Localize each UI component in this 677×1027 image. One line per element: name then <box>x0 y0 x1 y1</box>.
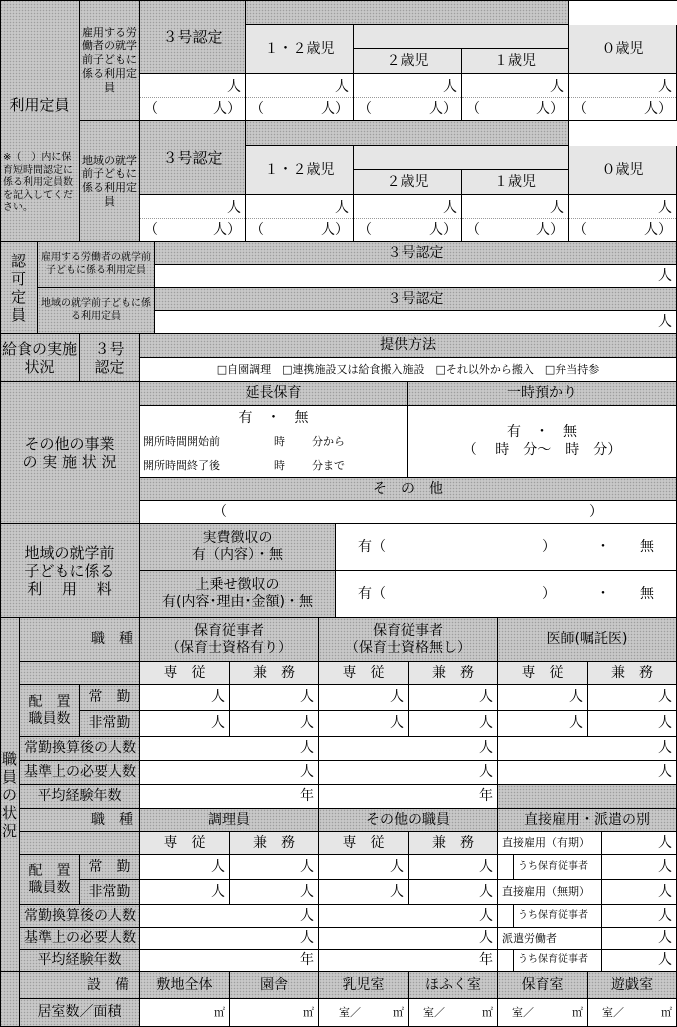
staff2-blank <box>20 832 140 855</box>
capacity-note: ※（ ）内に保育短時間認定に係る利用定員数を記入してください。 <box>3 152 73 213</box>
staff1-b-full-header: 専 従 <box>319 662 409 685</box>
other-input[interactable]: （ ） <box>140 501 677 524</box>
extra-fee-label: 上乗せ徴収の 有(内容･理由･金額)・無 <box>140 571 336 618</box>
regional-12-header: １・２歳児 <box>246 146 354 195</box>
employee-12-input[interactable]: 人 （ 人） <box>246 74 354 121</box>
staff1-reg-b-full[interactable]: 人 <box>319 685 409 711</box>
facility-col-infant: 乳児室 <box>319 972 409 999</box>
staff1-b-part-header: 兼 務 <box>409 662 498 685</box>
staff1-jobtype: 職 種 <box>20 618 140 662</box>
direct-fixed-label: 直接雇用（有期） <box>498 832 602 855</box>
facility-col-play: 遊戯室 <box>588 972 677 999</box>
facility-col-crawl: ほふく室 <box>409 972 498 999</box>
open-end-label: 開所時間終了後 <box>143 459 220 472</box>
staff2-avg-exp-b[interactable]: 年 <box>319 950 498 972</box>
temp-care-header: 一時預かり <box>408 382 677 406</box>
actual-fee-label: 実費徴収の 有（内容）・無 <box>140 524 336 571</box>
employee-3go-input[interactable]: 人 （ 人） <box>140 74 246 121</box>
indent-3 <box>498 950 514 972</box>
staff2-reg-b-part[interactable]: 人 <box>409 855 498 880</box>
staff1-reg-c-part[interactable]: 人 <box>588 685 677 711</box>
employee-1-input[interactable]: 人 （ 人） <box>462 74 569 121</box>
staff2-avg-exp-a[interactable]: 年 <box>140 950 319 972</box>
staff-title: 職 員 の 状 況 <box>0 618 20 972</box>
regional-1-header: １歳児 <box>462 170 569 195</box>
staff1-col-b: 保育従事者 （保育士資格無し） <box>319 618 498 662</box>
staff1-regular: 常 勤 <box>80 685 140 711</box>
of-which-open-label: うち保育従事者 <box>514 905 602 928</box>
staff1-placement: 配 置 職員数 <box>20 685 80 737</box>
staff2-avg-exp: 平均経験年数 <box>20 950 140 972</box>
staff1-nonregular: 非常勤 <box>80 711 140 737</box>
facility-col-site: 敷地全体 <box>140 972 230 999</box>
approved-employee-input[interactable]: 人 <box>155 265 677 288</box>
staff1-required-c[interactable]: 人 <box>498 761 677 785</box>
indent-1 <box>498 855 514 880</box>
staff1-converted-b[interactable]: 人 <box>319 737 498 761</box>
employee-2-header: ２歳児 <box>354 49 462 74</box>
staff1-a-full-header: 専 従 <box>140 662 230 685</box>
temp-care-body[interactable] <box>408 406 677 478</box>
staff1-col-c: 医師(嘱託医) <box>498 618 677 662</box>
staff1-blank <box>20 662 140 685</box>
facility-col-nursery: 保育室 <box>498 972 588 999</box>
indent-2 <box>498 905 514 928</box>
extended-care-header: 延長保育 <box>140 382 408 406</box>
staff1-non-a-full[interactable]: 人 <box>140 711 230 737</box>
regional-12-input[interactable]: 人 （ 人） <box>246 195 354 242</box>
approved-regional-3go-header: ３号認定 <box>155 288 677 311</box>
staff2-reg-b-full[interactable]: 人 <box>319 855 409 880</box>
staff1-avg-exp-a[interactable]: 年 <box>140 785 319 809</box>
staff2-required-a[interactable]: 人 <box>140 928 319 950</box>
staff1-c-full-header: 専 従 <box>498 662 588 685</box>
staff2-converted: 常勤換算後の人数 <box>20 905 140 928</box>
extended-yesno[interactable]: 有 ・ 無 <box>238 410 309 426</box>
extra-fee-input[interactable]: 有（ ） ・ 無 <box>336 571 677 618</box>
facility-side-shade <box>0 972 20 1027</box>
staff2-converted-a[interactable]: 人 <box>140 905 319 928</box>
regional-3go-input[interactable]: 人 （ 人） <box>140 195 246 242</box>
facility-site-area[interactable]: ㎡ <box>140 999 230 1027</box>
facility-rooms-label: 居室数／面積 <box>20 999 140 1027</box>
approved-employee-3go-header: ３号認定 <box>155 242 677 265</box>
meal-method-options[interactable]: □自園調理 □連携施設又は給食搬入施設 □それ以外から搬入 □弁当持参 <box>140 358 677 382</box>
staff1-avg-exp-b[interactable]: 年 <box>319 785 498 809</box>
direct-open-input[interactable]: 人 <box>602 880 677 905</box>
approved-regional-label: 地域の就学前子どもに係る利用定員 <box>38 288 155 334</box>
staff2-a-full-header: 専 従 <box>140 832 230 855</box>
employee-0-header: ０歳児 <box>569 25 677 74</box>
staff2-b-full-header: 専 従 <box>319 832 409 855</box>
staff2-nonregular: 非常勤 <box>80 880 140 905</box>
regional-header-shade <box>246 121 569 146</box>
staff1-avg-exp-c-shade <box>498 785 677 809</box>
staff1-non-b-part[interactable]: 人 <box>409 711 498 737</box>
of-which-dispatch-label: うち保育従事者 <box>514 950 602 972</box>
meal-title: 給食の実施状況 <box>0 334 80 382</box>
approved-title: 認 可 定 員 <box>0 242 38 334</box>
staff1-non-c-full[interactable]: 人 <box>498 711 588 737</box>
regional-1-input[interactable]: 人 （ 人） <box>462 195 569 242</box>
staff2-reg-a-part[interactable]: 人 <box>230 855 319 880</box>
facility-nursery-rooms[interactable]: 室／ ㎡ <box>498 999 588 1027</box>
facility-col-building: 園舎 <box>230 972 319 999</box>
staff1-non-b-full[interactable]: 人 <box>319 711 409 737</box>
employee-header-shade <box>246 0 569 25</box>
employee-3go-header: ３号認定 <box>140 0 246 74</box>
employee-12-header: １・２歳児 <box>246 25 354 74</box>
staff1-reg-b-part[interactable]: 人 <box>409 685 498 711</box>
staff1-c-part-header: 兼 務 <box>588 662 677 685</box>
dispatch-input[interactable]: 人 <box>602 928 677 950</box>
staff1-converted-a[interactable]: 人 <box>140 737 319 761</box>
staff2-required: 基準上の必要人数 <box>20 928 140 950</box>
staff1-required-b[interactable]: 人 <box>319 761 498 785</box>
other-business-title: その他の事業 の 実 施 状 況 <box>0 382 140 524</box>
staff2-non-b-full[interactable]: 人 <box>319 880 409 905</box>
staff2-a-part-header: 兼 務 <box>230 832 319 855</box>
staff1-non-c-part[interactable]: 人 <box>588 711 677 737</box>
capacity-title-cell <box>0 0 80 242</box>
employee-capacity-label: 雇用する労働者の就学前子どもに係る利用定員 <box>80 0 140 121</box>
employee-2-input[interactable]: 人 （ 人） <box>354 74 462 121</box>
actual-fee-input[interactable]: 有（ ） ・ 無 <box>336 524 677 571</box>
staff1-converted-c[interactable]: 人 <box>498 737 677 761</box>
staff2-col-a: 調理員 <box>140 809 319 832</box>
staff2-required-b[interactable]: 人 <box>319 928 498 950</box>
staff2-non-a-part[interactable]: 人 <box>230 880 319 905</box>
employee-header-blank <box>354 25 569 49</box>
staff1-col-a: 保育従事者 （保育士資格有り） <box>140 618 319 662</box>
staff2-col-b: その他の職員 <box>319 809 498 832</box>
of-which-fixed-label: うち保育従事者 <box>514 855 602 880</box>
staff2-col-c: 直接雇用・派遣の別 <box>498 809 677 832</box>
regional-3go-header: ３号認定 <box>140 121 246 195</box>
of-which-fixed-input[interactable]: 人 <box>602 855 677 880</box>
facility-building-area[interactable]: ㎡ <box>230 999 319 1027</box>
facility-infant-rooms[interactable]: 室／ ㎡ <box>319 999 409 1027</box>
temp-yesno[interactable]: 有 ・ 無 <box>507 424 577 440</box>
employee-1-header: １歳児 <box>462 49 569 74</box>
temp-time[interactable]: （ 時 分〜 時 分） <box>462 442 622 458</box>
staff2-non-a-full[interactable]: 人 <box>140 880 230 905</box>
staff1-required-a[interactable]: 人 <box>140 761 319 785</box>
of-which-open-input[interactable]: 人 <box>602 905 677 928</box>
staff2-non-b-part[interactable]: 人 <box>409 880 498 905</box>
regional-0-input[interactable]: 人 （ 人） <box>569 195 677 242</box>
regional-capacity-label: 地域の就学前子どもに係る利用定員 <box>80 121 140 242</box>
meal-3go-label: ３号 認定 <box>80 334 140 382</box>
staff2-converted-b[interactable]: 人 <box>319 905 498 928</box>
fees-title: 地域の就学前 子どもに係る 利 用 料 <box>0 524 140 618</box>
of-which-dispatch-input[interactable]: 人 <box>602 950 677 972</box>
capacity-title: 利用定員 <box>9 96 70 114</box>
employee-0-input[interactable]: 人 （ 人） <box>569 74 677 121</box>
approved-regional-input[interactable]: 人 <box>155 311 677 334</box>
open-start-label: 開所時間開始前 <box>143 435 220 448</box>
direct-fixed-input[interactable]: 人 <box>602 832 677 855</box>
facility-title: 設 備 <box>20 972 140 999</box>
staff2-jobtype: 職 種 <box>20 809 140 832</box>
regional-header-blank <box>354 146 569 170</box>
staff1-reg-c-full[interactable]: 人 <box>498 685 588 711</box>
staff2-reg-a-full[interactable]: 人 <box>140 855 230 880</box>
facility-crawl-rooms[interactable]: 室／ ㎡ <box>409 999 498 1027</box>
staff2-placement: 配 置 職員数 <box>20 855 80 905</box>
facility-play-rooms[interactable]: 室／ ㎡ <box>588 999 677 1027</box>
staff1-non-a-part[interactable]: 人 <box>230 711 319 737</box>
staff1-reg-a-part[interactable]: 人 <box>230 685 319 711</box>
staff2-b-part-header: 兼 務 <box>409 832 498 855</box>
direct-open-label: 直接雇用（無期） <box>498 880 602 905</box>
meal-method-header: 提供方法 <box>140 334 677 358</box>
regional-2-input[interactable]: 人 （ 人） <box>354 195 462 242</box>
regional-2-header: ２歳児 <box>354 170 462 195</box>
staff1-avg-exp: 平均経験年数 <box>20 785 140 809</box>
approved-employee-label: 雇用する労働者の就学前子どもに係る利用定員 <box>38 242 155 288</box>
extended-care-body[interactable]: 有 ・ 無 開所時間開始前 時 分から 開所時間終了後 時 分まで <box>140 406 408 478</box>
staff1-required: 基準上の必要人数 <box>20 761 140 785</box>
staff2-regular: 常 勤 <box>80 855 140 880</box>
other-header: そ の 他 <box>140 478 677 501</box>
staff1-converted: 常勤換算後の人数 <box>20 737 140 761</box>
regional-0-header: ０歳児 <box>569 146 677 195</box>
dispatch-label: 派遣労働者 <box>498 928 602 950</box>
staff1-a-part-header: 兼 務 <box>230 662 319 685</box>
staff1-reg-a-full[interactable]: 人 <box>140 685 230 711</box>
